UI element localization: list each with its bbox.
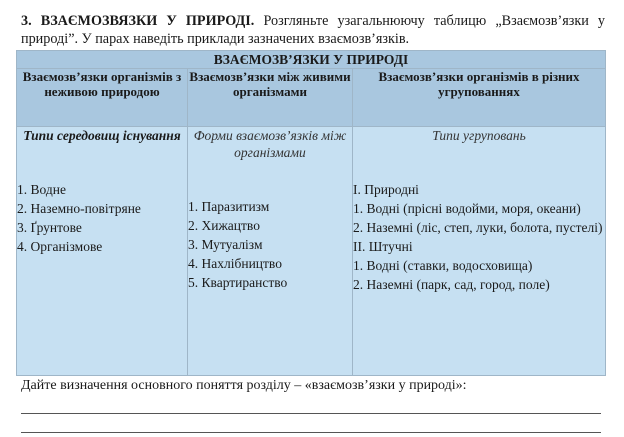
list-item: 2. Наземно-повітряне [17, 201, 141, 216]
column-abiotic [17, 127, 188, 376]
community-list [353, 180, 605, 294]
list-item: 1. Водні (прісні водойми, моря, океани) [353, 201, 581, 216]
column-header-abiotic: Взаємозв’язки організмів з неживою природою [17, 69, 188, 127]
subtitle-habitat-types: Типи середовищ існування [23, 128, 181, 143]
task-heading: ВЗАЄМОЗВЯЗКИ У ПРИРОДІ. [40, 13, 255, 29]
column-biotic [188, 127, 353, 376]
list-item: І. Природні [353, 182, 419, 197]
list-item: 1. Водне [17, 182, 66, 197]
list-item: 2. Наземні (парк, сад, город, поле) [353, 277, 550, 292]
list-item: 2. Наземні (ліс, степ, луки, болота, пустелі) [353, 220, 603, 235]
list-item: 1. Паразитизм [188, 199, 270, 214]
task-instruction: Розгляньте узагальнюючу таблицю „Взаємозв’язки у природі”. У парах наведіть приклади зазначених взаємозв’язків. [21, 13, 606, 47]
definition-prompt: Дайте визначення основного поняття розділу – «взаємозв’язки у природі»: [21, 378, 467, 393]
relationships-table [16, 50, 606, 376]
subtitle-interaction-forms: Форми взаємозв’язків між організмами [193, 128, 347, 160]
column-communities [353, 127, 606, 376]
table-title: ВЗАЄМОЗВ’ЯЗКИ У ПРИРОДІ [17, 51, 606, 69]
list-item: 4. Організмове [17, 239, 103, 254]
list-item: 3. Мутуалізм [188, 237, 263, 252]
list-item: 1. Водні (ставки, водосховища) [353, 258, 533, 273]
task-number: 3. [21, 13, 32, 29]
list-item: ІІ. Штучні [353, 239, 413, 254]
answer-line[interactable] [21, 413, 601, 414]
column-header-biotic: Взаємозв’язки між живими організмами [188, 69, 353, 127]
habitat-list [17, 180, 187, 256]
list-item: 2. Хижацтво [188, 218, 260, 233]
task-paragraph [21, 12, 605, 48]
interaction-list [188, 197, 352, 292]
subtitle-community-types: Типи угруповань [432, 128, 526, 143]
list-item: 4. Нахлібництво [188, 256, 282, 271]
list-item: 5. Квартиранство [188, 275, 288, 290]
column-header-communities: Взаємозв’язки організмів в різних угрупованнях [353, 69, 606, 127]
answer-line[interactable] [21, 432, 601, 433]
list-item: 3. Ґрунтове [17, 220, 82, 235]
